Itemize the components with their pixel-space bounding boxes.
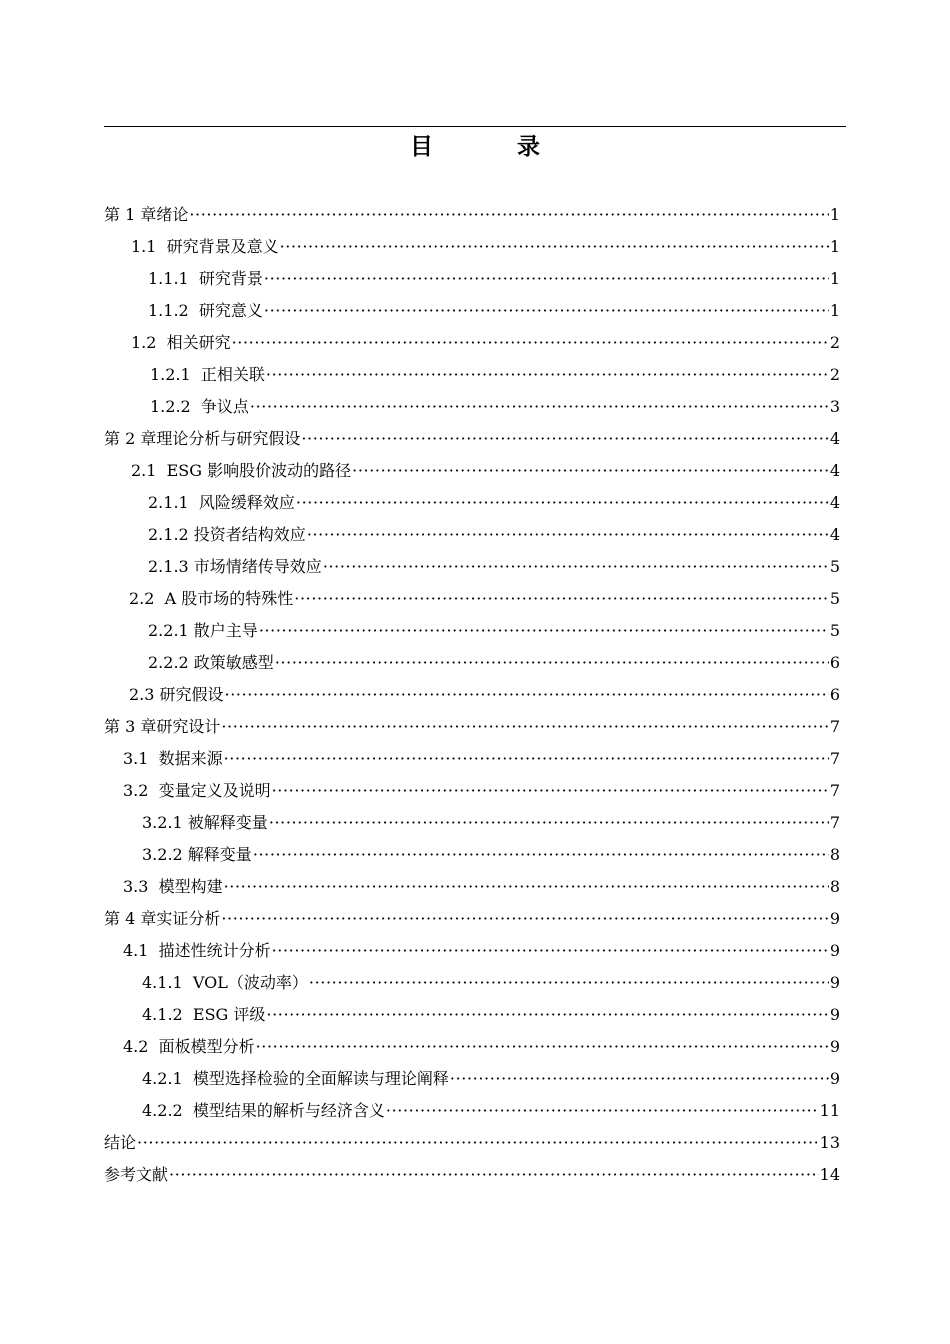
toc-entry-page: 2 — [829, 365, 840, 384]
toc-entry-page: 1 — [829, 301, 840, 320]
toc-entry[interactable] — [104, 839, 840, 871]
toc-entry-label: 4.1.2 ESG 评级 — [142, 1005, 266, 1024]
toc-entry[interactable] — [104, 1159, 840, 1191]
toc-entry[interactable] — [104, 487, 840, 519]
toc-entry-page: 14 — [819, 1165, 840, 1184]
toc-entry-label: 2.1 ESG 影响股价波动的路径 — [131, 461, 352, 480]
toc-leader-dots — [280, 231, 829, 263]
toc-entry-label: 1.2.1 正相关联 — [150, 365, 265, 384]
toc-entry-page: 4 — [829, 493, 840, 512]
toc-entry-label: 4.2.1 模型选择检验的全面解读与理论阐释 — [142, 1069, 449, 1088]
toc-entry[interactable] — [104, 775, 840, 807]
toc-entry-label: 3.2.2 解释变量 — [142, 845, 252, 864]
toc-leader-dots — [269, 807, 829, 839]
toc-entry[interactable] — [104, 903, 840, 935]
toc-entry-label: 参考文献 — [104, 1165, 169, 1184]
toc-leader-dots — [189, 199, 828, 231]
toc-entry-page: 7 — [829, 813, 840, 832]
toc-entry[interactable] — [104, 263, 840, 295]
toc-entry[interactable] — [104, 519, 840, 551]
toc-entry-page: 8 — [829, 877, 840, 896]
toc-entry-page: 8 — [829, 845, 840, 864]
toc-entry-page: 5 — [829, 557, 840, 576]
toc-entry[interactable] — [104, 807, 840, 839]
toc-leader-dots — [250, 391, 829, 423]
toc-leader-dots — [253, 839, 829, 871]
toc-leader-dots — [232, 327, 829, 359]
toc-entry-label: 2.1.1 风险缓释效应 — [148, 493, 295, 512]
toc-entry-label: 2.2 A 股市场的特殊性 — [129, 589, 294, 608]
toc-leader-dots — [225, 679, 829, 711]
toc-leader-dots — [221, 711, 828, 743]
toc-entry[interactable] — [104, 679, 840, 711]
toc-entry-page: 9 — [829, 1005, 840, 1024]
toc-entry-label: 1.2.2 争议点 — [150, 397, 249, 416]
toc-entry[interactable] — [104, 1127, 840, 1159]
toc-entry-label: 2.2.2 政策敏感型 — [148, 653, 274, 672]
toc-entry-page: 13 — [819, 1133, 840, 1152]
toc-leader-dots — [450, 1063, 829, 1095]
toc-entry[interactable] — [104, 743, 840, 775]
toc-leader-dots — [296, 487, 829, 519]
toc-leader-dots — [224, 743, 829, 775]
toc-leader-dots — [264, 263, 829, 295]
toc-entry-page: 1 — [829, 269, 840, 288]
toc-leader-dots — [264, 295, 829, 327]
toc-leader-dots — [169, 1159, 819, 1191]
toc-leader-dots — [309, 967, 829, 999]
toc-entry-label: 第 4 章实证分析 — [104, 909, 221, 928]
toc-entry-page: 9 — [829, 941, 840, 960]
toc-leader-dots — [272, 935, 829, 967]
toc-entry-label: 3.3 模型构建 — [123, 877, 223, 896]
toc-entry[interactable] — [104, 231, 840, 263]
toc-entry[interactable] — [104, 871, 840, 903]
toc-entry-label: 第 3 章研究设计 — [104, 717, 221, 736]
toc-leader-dots — [307, 519, 829, 551]
toc-title: 目 录 — [409, 134, 578, 160]
toc-leader-dots — [224, 871, 829, 903]
toc-entry-label: 4.1 描述性统计分析 — [123, 941, 271, 960]
toc-entry[interactable] — [104, 711, 840, 743]
toc-leader-dots — [301, 423, 828, 455]
toc-entry-label: 2.2.1 散户主导 — [148, 621, 258, 640]
toc-entry[interactable] — [104, 327, 840, 359]
toc-entry[interactable] — [104, 1063, 840, 1095]
toc-entry[interactable] — [104, 551, 840, 583]
toc-entry[interactable] — [104, 1031, 840, 1063]
toc-entry[interactable] — [104, 647, 840, 679]
toc-entry-label: 3.2.1 被解释变量 — [142, 813, 268, 832]
toc-entry-page: 4 — [829, 525, 840, 544]
toc-entry-label: 4.1.1 VOL（波动率） — [142, 973, 308, 992]
toc-entry-label: 1.1.2 研究意义 — [148, 301, 263, 320]
toc-entry[interactable] — [104, 199, 840, 231]
toc-entry-label: 第 1 章绪论 — [104, 205, 189, 224]
toc-leader-dots — [352, 455, 829, 487]
toc-entry-label: 结论 — [104, 1133, 137, 1152]
toc-entry-label: 3.2 变量定义及说明 — [123, 781, 271, 800]
toc-entry[interactable] — [104, 1095, 840, 1127]
toc-leader-dots — [294, 583, 829, 615]
toc-leader-dots — [266, 999, 828, 1031]
toc-entry-label: 2.1.2 投资者结构效应 — [148, 525, 306, 544]
header-rule — [104, 126, 846, 127]
toc-entry[interactable] — [104, 295, 840, 327]
toc-entry[interactable] — [104, 455, 840, 487]
toc-leader-dots — [323, 551, 829, 583]
toc-entry-page: 2 — [829, 333, 840, 352]
toc-entry[interactable] — [104, 935, 840, 967]
toc-entry-page: 7 — [829, 749, 840, 768]
toc-entry-label: 4.2.2 模型结果的解析与经济含义 — [142, 1101, 385, 1120]
toc-entry[interactable] — [104, 583, 840, 615]
toc-entry-page: 3 — [829, 397, 840, 416]
toc-entry-page: 4 — [829, 461, 840, 480]
toc-entry[interactable] — [104, 999, 840, 1031]
toc-entry-page: 5 — [829, 589, 840, 608]
toc-leader-dots — [272, 775, 829, 807]
toc-entry-label: 2.3 研究假设 — [129, 685, 224, 704]
table-of-contents — [104, 199, 840, 1191]
toc-entry-label: 4.2 面板模型分析 — [123, 1037, 255, 1056]
toc-leader-dots — [275, 647, 829, 679]
toc-leader-dots — [256, 1031, 829, 1063]
toc-entry[interactable] — [104, 423, 840, 455]
toc-entry-page: 1 — [829, 237, 840, 256]
toc-entry-label: 1.1 研究背景及意义 — [131, 237, 279, 256]
toc-entry-page: 9 — [829, 909, 840, 928]
toc-leader-dots — [266, 359, 829, 391]
toc-entry-page: 11 — [819, 1101, 840, 1120]
toc-entry-label: 1.2 相关研究 — [131, 333, 231, 352]
toc-leader-dots — [137, 1127, 819, 1159]
toc-entry-page: 9 — [829, 973, 840, 992]
toc-entry-page: 5 — [829, 621, 840, 640]
toc-entry-label: 1.1.1 研究背景 — [148, 269, 263, 288]
toc-entry-page: 7 — [829, 781, 840, 800]
toc-entry-label: 2.1.3 市场情绪传导效应 — [148, 557, 322, 576]
toc-entry-page: 6 — [829, 653, 840, 672]
toc-entry-page: 1 — [829, 205, 840, 224]
toc-entry[interactable] — [104, 967, 840, 999]
toc-entry-page: 7 — [829, 717, 840, 736]
toc-entry[interactable] — [104, 391, 840, 423]
toc-entry-page: 4 — [829, 429, 840, 448]
toc-entry[interactable] — [104, 359, 840, 391]
toc-entry-page: 9 — [829, 1037, 840, 1056]
toc-entry-page: 6 — [829, 685, 840, 704]
toc-leader-dots — [259, 615, 829, 647]
toc-entry-label: 第 2 章理论分析与研究假设 — [104, 429, 301, 448]
toc-entry-label: 3.1 数据来源 — [123, 749, 223, 768]
toc-leader-dots — [221, 903, 828, 935]
toc-leader-dots — [386, 1095, 819, 1127]
toc-entry-page: 9 — [829, 1069, 840, 1088]
toc-entry[interactable] — [104, 615, 840, 647]
